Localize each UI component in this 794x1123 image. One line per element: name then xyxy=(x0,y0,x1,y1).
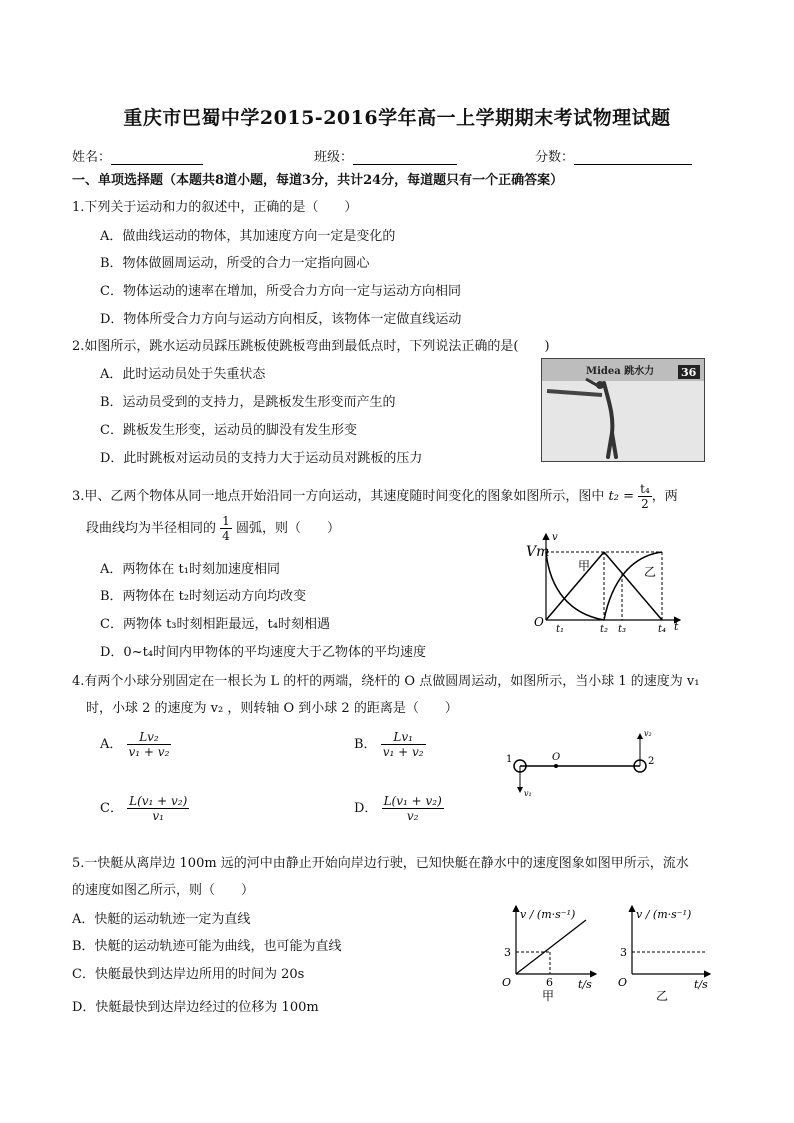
q4-v1-label: v₁ xyxy=(524,789,532,798)
section-heading: 一、单项选择题（本题共8道小题，每道3分，共计24分，每道题只有一个正确答案） xyxy=(72,173,564,188)
q1-option-b: B．物体做圆周运动，所受的合力一定指向圆心 xyxy=(100,256,370,271)
q4-option-c xyxy=(100,794,189,823)
q4-option-c-den: v₁ xyxy=(152,809,164,823)
name-label: 姓名： xyxy=(72,150,112,165)
class-field xyxy=(314,146,457,165)
q4-pivot-label: O xyxy=(552,752,561,763)
diver-photo-art xyxy=(542,359,704,461)
q4-option-b-fraction xyxy=(381,730,426,759)
q5-stem-line1: 5.一快艇从离岸边 100m 远的河中由静止开始向岸边行驶，已知快艇在静水中的速度图象如图甲所示，流水 xyxy=(72,856,689,871)
q3-stem-c: 段曲线均为半径相同的 xyxy=(86,521,217,536)
q3-quarter-den: 4 xyxy=(222,529,230,543)
q3-t1: t₁ xyxy=(556,624,565,635)
q5b-xlabel: t/s xyxy=(694,978,708,991)
q3-option-b: B．两物体在 t₂时刻运动方向均改变 xyxy=(100,589,307,604)
q3-quarter-fraction xyxy=(220,514,232,543)
q1-option-c: C．物体运动的速率在增加，所受合力方向一定与运动方向相同 xyxy=(100,284,461,299)
q4-option-a-num: Lv₂ xyxy=(127,730,172,745)
q3-stem-a: 3.甲、乙两个物体从同一地点开始沿同一方向运动，其速度随时间变化的图象如图所示，图中 xyxy=(72,489,605,504)
q5a-y-tick: 3 xyxy=(504,946,511,959)
q5a-ylabel: v / (m·s⁻¹) xyxy=(520,908,576,921)
q4-option-b xyxy=(354,730,426,759)
q1-stem: 1.下列关于运动和力的叙述中，正确的是（ ） xyxy=(72,200,358,215)
q4-rod-diagram xyxy=(500,726,670,802)
q2-option-d: D．此时跳板对运动员的支持力大于运动员对跳板的压力 xyxy=(100,451,423,466)
photo-number: 36 xyxy=(681,366,697,379)
q4-option-d-letter: D． xyxy=(354,801,378,816)
q2-option-a: A．此时运动员处于失重状态 xyxy=(100,367,266,382)
class-label: 班级： xyxy=(314,150,354,165)
q4-option-a-den: v₁ + v₂ xyxy=(128,745,170,759)
q3-t3: t₃ xyxy=(618,624,627,635)
q4-option-a xyxy=(100,730,171,759)
q5a-origin: O xyxy=(502,976,512,989)
q3-jia-rise xyxy=(546,552,604,620)
q3-stem-b: ，两 xyxy=(651,489,678,504)
score-field xyxy=(535,146,692,165)
q3-stem-d: 圆弧，则（ ） xyxy=(235,521,340,536)
q4-option-b-letter: B． xyxy=(354,737,377,752)
q5-graph-yi xyxy=(606,900,716,1008)
q3-stem-line1 xyxy=(72,482,678,511)
q5-option-a: A．快艇的运动轨迹一定为直线 xyxy=(72,912,251,927)
q4-stem-line2: 时，小球 2 的速度为 v₂ ，则转轴 O 到小球 2 的距离是（ ） xyxy=(86,701,458,716)
diver-photo xyxy=(541,358,705,462)
q2-stem: 2.如图所示，跳水运动员踩压跳板使跳板弯曲到最低点时，下列说法正确的是( ) xyxy=(72,339,550,354)
q5a-xlabel: t/s xyxy=(578,978,592,991)
q4-stem-line1: 4.有两个小球分别固定在一根长为 L 的杆的两端，绕杆的 O 点做圆周运动，如图所示，当小球 1 的速度为 v₁ xyxy=(72,674,700,689)
q3-t4: t₄ xyxy=(658,624,667,635)
q4-option-b-den: v₁ + v₂ xyxy=(382,745,424,759)
page-title: 重庆市巴蜀中学2015-2016学年高一上学期期末考试物理试题 xyxy=(123,107,671,129)
q3-eq-num: t₄ xyxy=(640,482,650,496)
q5-graph-jia xyxy=(490,900,600,1008)
q5b-ylabel: v / (m·s⁻¹) xyxy=(636,908,692,921)
q3-jia-fall xyxy=(604,552,662,620)
name-field xyxy=(72,146,203,165)
q3-option-d: D．0~t₄时间内甲物体的平均速度大于乙物体的平均速度 xyxy=(100,645,427,660)
q4-option-c-letter: C． xyxy=(100,801,123,816)
q5-stem-line2: 的速度如图乙所示，则（ ） xyxy=(72,883,255,898)
q4-option-d-fraction xyxy=(382,794,444,823)
q4-option-d-num: L(v₁ + v₂) xyxy=(383,794,442,808)
q4-option-d-den: v₂ xyxy=(406,809,419,823)
q3-option-c: C．两物体 t₃时刻相距最远，t₄时刻相遇 xyxy=(100,617,330,632)
q3-t-label: t xyxy=(674,620,679,633)
q4-v2-label: v₂ xyxy=(644,729,652,738)
q5a-x-tick: 6 xyxy=(546,976,553,989)
q5a-line xyxy=(516,920,586,974)
q5-option-b: B．快艇的运动轨迹可能为曲线，也可能为直线 xyxy=(72,939,342,954)
q4-option-b-num: Lv₁ xyxy=(381,730,426,745)
q4-ball-2-label: 2 xyxy=(648,756,655,767)
q4-option-c-fraction xyxy=(127,794,189,823)
q4-option-a-fraction xyxy=(127,730,172,759)
q4-option-a-letter: A． xyxy=(100,737,123,752)
q2-option-c: C．跳板发生形变，运动员的脚没有发生形变 xyxy=(100,423,357,438)
q4-pivot xyxy=(554,764,558,768)
q1-option-a: A．做曲线运动的物体，其加速度方向一定是变化的 xyxy=(100,229,396,244)
q2-option-b: B．运动员受到的支持力，是跳板发生形变而产生的 xyxy=(100,395,396,410)
class-blank[interactable] xyxy=(353,150,457,165)
q3-stem-line2 xyxy=(86,514,340,543)
q3-vm-label: Vm xyxy=(526,544,550,560)
name-blank[interactable] xyxy=(111,150,203,165)
q3-option-a: A．两物体在 t₁时刻加速度相同 xyxy=(100,562,280,577)
q4-option-c-num: L(v₁ + v₂) xyxy=(129,794,188,808)
q3-vt-graph xyxy=(520,530,690,636)
q5a-caption: 甲 xyxy=(542,989,555,1003)
q3-yi-label: 乙 xyxy=(644,565,657,579)
q1-option-d: D．物体所受合力方向与运动方向相反，该物体一定做直线运动 xyxy=(100,312,462,327)
q3-jia-label: 甲 xyxy=(578,559,591,573)
q3-eq-lhs: t₂ = xyxy=(608,489,635,504)
q3-origin: O xyxy=(534,615,544,629)
q5b-caption: 乙 xyxy=(656,989,669,1003)
q3-quarter-num: 1 xyxy=(222,514,230,528)
q5b-y-tick: 3 xyxy=(620,946,627,959)
q3-eq-den: 2 xyxy=(641,497,649,511)
score-label: 分数： xyxy=(535,150,575,165)
q4-option-d xyxy=(354,794,444,823)
q5b-origin: O xyxy=(618,976,628,989)
q5-option-c: C．快艇最快到达岸边所用的时间为 20s xyxy=(72,967,305,982)
q5-option-d: D．快艇最快到达岸边经过的位移为 100m xyxy=(72,1000,319,1015)
q4-ball-1-label: 1 xyxy=(506,754,513,765)
q3-v-label: v xyxy=(552,532,558,543)
score-blank[interactable] xyxy=(574,150,692,165)
q3-t2: t₂ xyxy=(600,624,609,635)
q3-eq-fraction xyxy=(638,482,652,511)
photo-banner: Midea 跳水力 xyxy=(586,366,655,377)
